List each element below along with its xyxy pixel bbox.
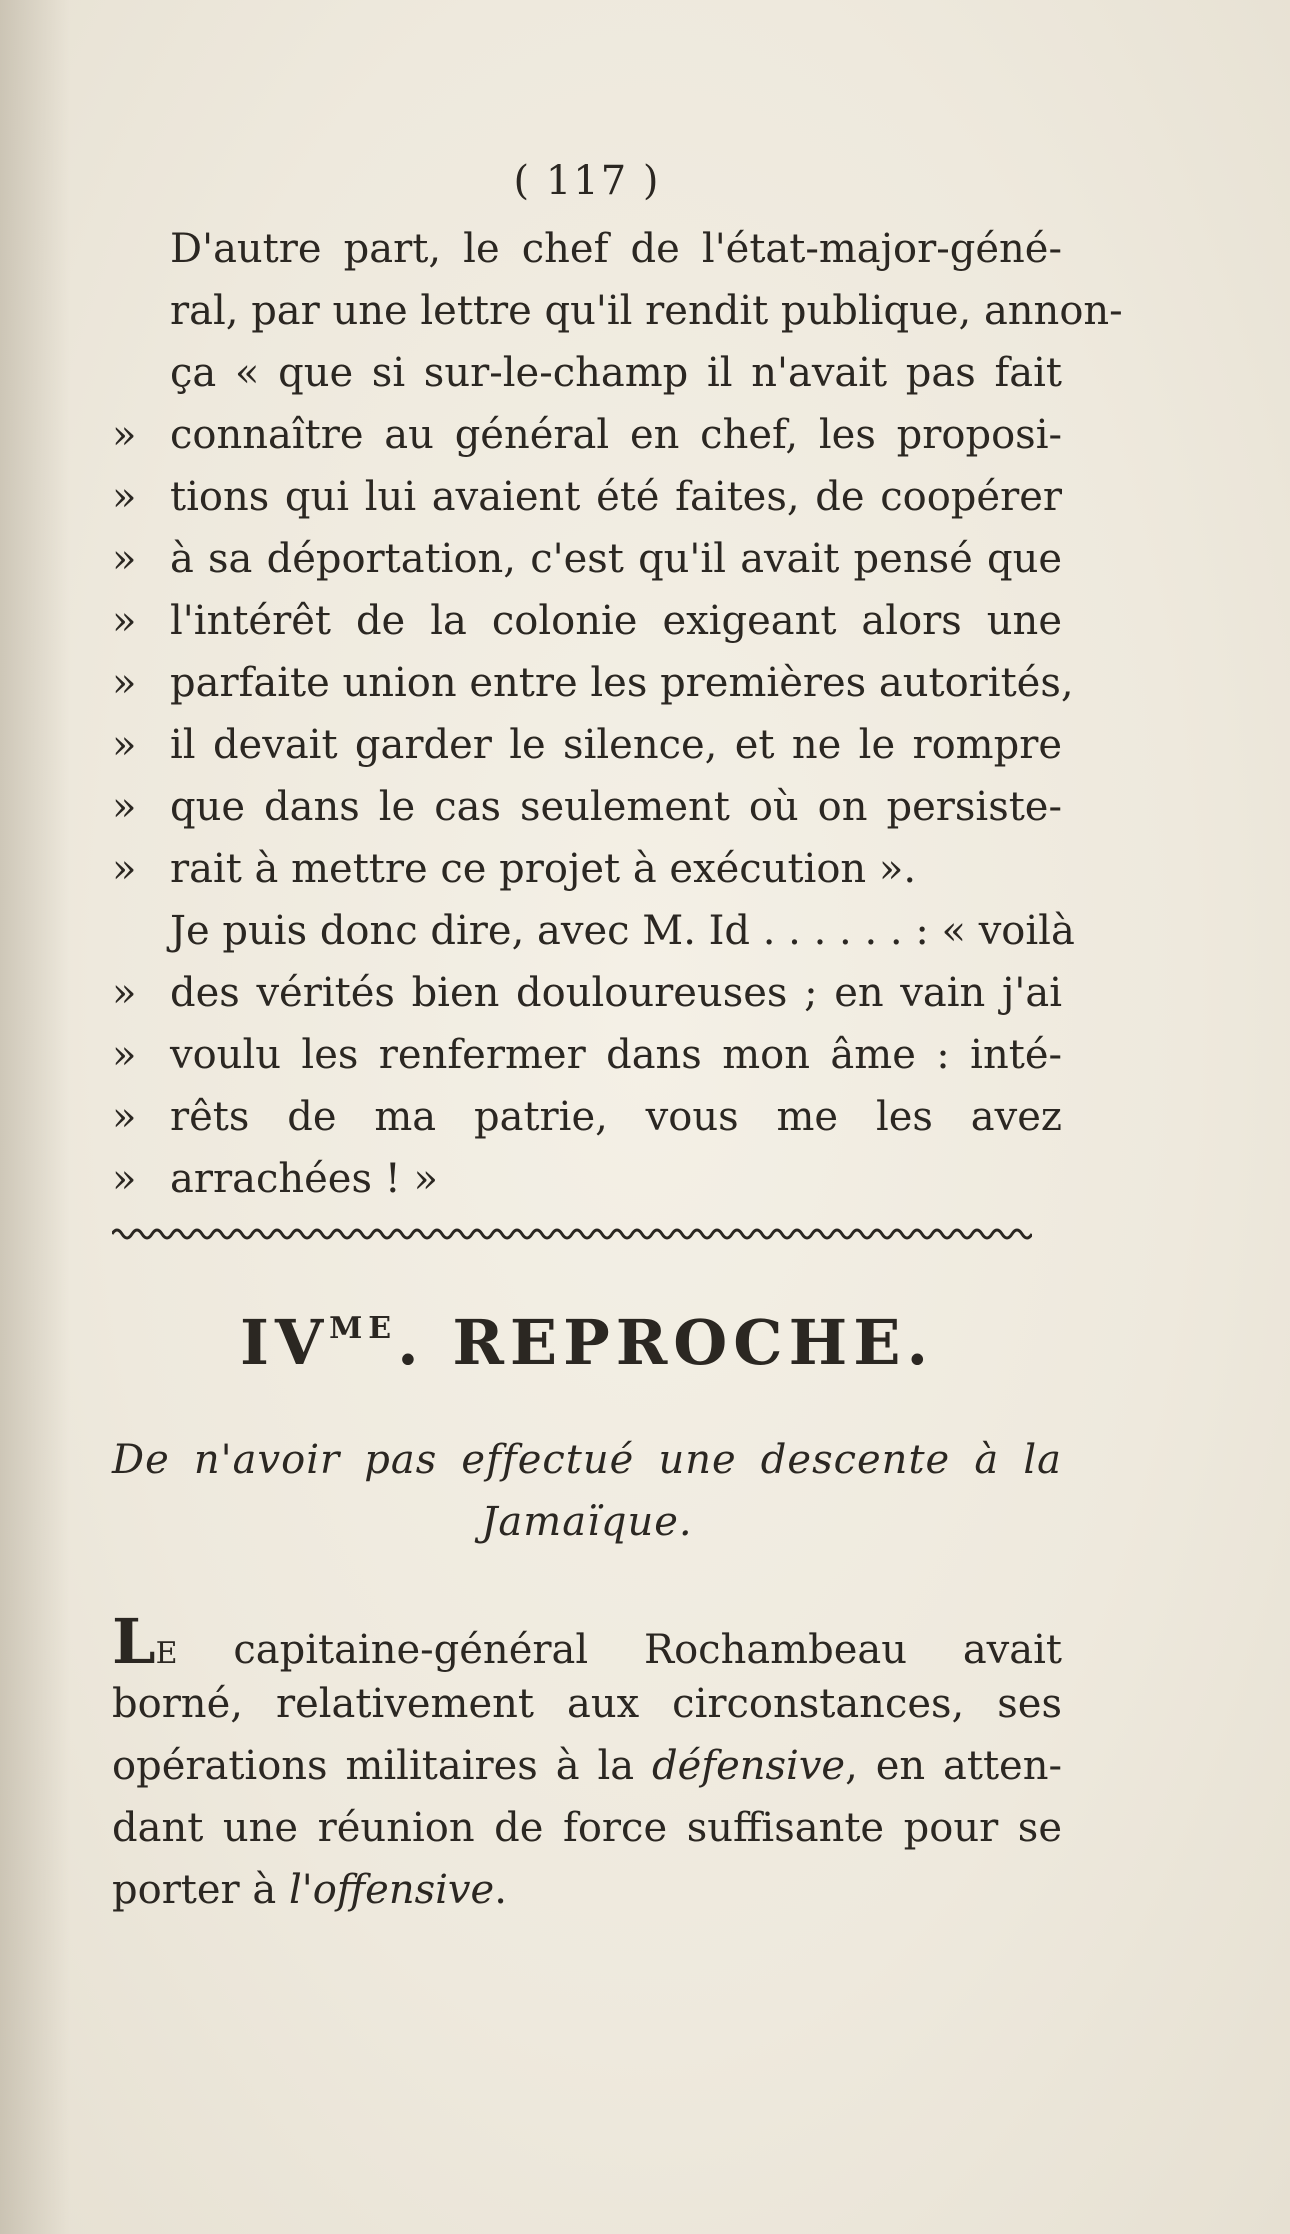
- paragraph-2-line: [112, 1735, 1062, 1797]
- paragraph-1-text: connaître au général en chef, les proposi-: [170, 412, 1062, 458]
- section-heading: [112, 1306, 1062, 1379]
- paragraph-1-text: l'intérêt de la colonie exigeant alors une: [170, 598, 1062, 644]
- guillemet-mark: »: [112, 412, 137, 458]
- paragraph-1-line: [112, 404, 1062, 466]
- subtitle-line-2: Jamaïque.: [481, 1499, 693, 1545]
- paragraph-1-line: [112, 652, 1074, 714]
- paragraph-1-line: [112, 280, 1123, 342]
- paragraph-1-text: il devait garder le silence, et ne le rompre: [170, 722, 1062, 768]
- guillemet-mark: »: [112, 474, 137, 520]
- paragraph-1-text: rait à mettre ce projet à exécution ».: [170, 846, 917, 892]
- guillemet-mark: »: [112, 660, 137, 706]
- paragraph-1-text: D'autre part, le chef de l'état-major-géné-: [170, 226, 1062, 272]
- italic-term-offensive: l'offensive: [288, 1867, 495, 1913]
- guillemet-mark: »: [112, 1032, 137, 1078]
- paragraph-2-text: opérations militaires à la: [112, 1743, 652, 1789]
- paragraph-1-line: [112, 900, 1075, 962]
- guillemet-mark: »: [112, 970, 137, 1016]
- guillemet-mark: »: [112, 846, 137, 892]
- paragraph-1-line: [112, 962, 1062, 1024]
- guillemet-mark: »: [112, 1156, 137, 1202]
- paragraph-1-text: arrachées ! »: [170, 1156, 438, 1202]
- paragraph-1-text: voulu les renfermer dans mon âme : inté-: [170, 1032, 1062, 1078]
- paragraph-1-line: [112, 466, 1062, 528]
- paragraph-1-line: [112, 528, 1062, 590]
- paragraph-1-line: [112, 714, 1062, 776]
- paragraph-1-line: [112, 1024, 1062, 1086]
- guillemet-mark: »: [112, 1094, 137, 1140]
- paragraph-1-line: [112, 838, 1062, 900]
- paragraph-1-text: parfaite union entre les premières autorités,: [170, 660, 1074, 706]
- subtitle-line-1: De n'avoir pas effectué une descente à la: [112, 1437, 1062, 1483]
- paragraph-1-text: Je puis donc dire, avec M. Id . . . . . . : « voilà: [170, 908, 1075, 954]
- text-block: [112, 158, 1123, 1921]
- paragraph-2-line: [112, 1859, 1062, 1921]
- page-number: ( 117 ): [513, 158, 661, 204]
- paragraph-1-line: [112, 1148, 1062, 1210]
- paragraph-1-line: [112, 1086, 1062, 1148]
- paragraph-2-text: .: [494, 1867, 507, 1913]
- guillemet-mark: »: [112, 722, 137, 768]
- paragraph-1-text: ral, par une lettre qu'il rendit publique, annon-: [170, 288, 1123, 334]
- paragraph-1: [112, 218, 1123, 1210]
- guillemet-mark: »: [112, 536, 137, 582]
- paragraph-1-text: à sa déportation, c'est qu'il avait pensé que: [170, 536, 1062, 582]
- drop-cap: L: [112, 1605, 156, 1678]
- paragraph-2-text: porter à: [112, 1867, 289, 1913]
- page-fold-shadow: [0, 0, 70, 2234]
- heading-roman: IV: [239, 1306, 330, 1379]
- heading-superscript: ME: [329, 1311, 398, 1346]
- paragraph-2-text: , en atten-: [845, 1743, 1062, 1789]
- paragraph-1-line: [112, 590, 1062, 652]
- section-subtitle: [112, 1429, 1062, 1553]
- small-cap: E: [155, 1636, 178, 1671]
- heading-word: . REPROCHE.: [397, 1306, 935, 1379]
- paragraph-2-line: dant une réunion de force suffisante pour se: [112, 1805, 1062, 1851]
- paragraph-2-text: capitaine-général Rochambeau avait: [177, 1627, 1062, 1673]
- paragraph-1-line: [112, 218, 1062, 280]
- paragraph-1-text: tions qui lui avaient été faites, de coopérer: [170, 474, 1062, 520]
- guillemet-mark: »: [112, 784, 137, 830]
- paragraph-1-text: des vérités bien douloureuses ; en vain j'ai: [170, 970, 1062, 1016]
- wavy-rule-divider: [112, 1224, 1032, 1244]
- paragraph-1-line: [112, 342, 1062, 404]
- italic-term-defensive: défensive: [652, 1743, 846, 1789]
- paragraph-1-line: [112, 776, 1062, 838]
- paragraph-2-line: [112, 1605, 1062, 1678]
- paragraph-2: [112, 1605, 1062, 1921]
- paragraph-1-text: rêts de ma patrie, vous me les avez: [170, 1094, 1062, 1140]
- guillemet-mark: »: [112, 598, 137, 644]
- paragraph-1-text: que dans le cas seulement où on persiste-: [170, 784, 1062, 830]
- paragraph-1-text: ça « que si sur-le-champ il n'avait pas fait: [170, 350, 1062, 396]
- paragraph-2-line: borné, relativement aux circonstances, ses: [112, 1681, 1062, 1727]
